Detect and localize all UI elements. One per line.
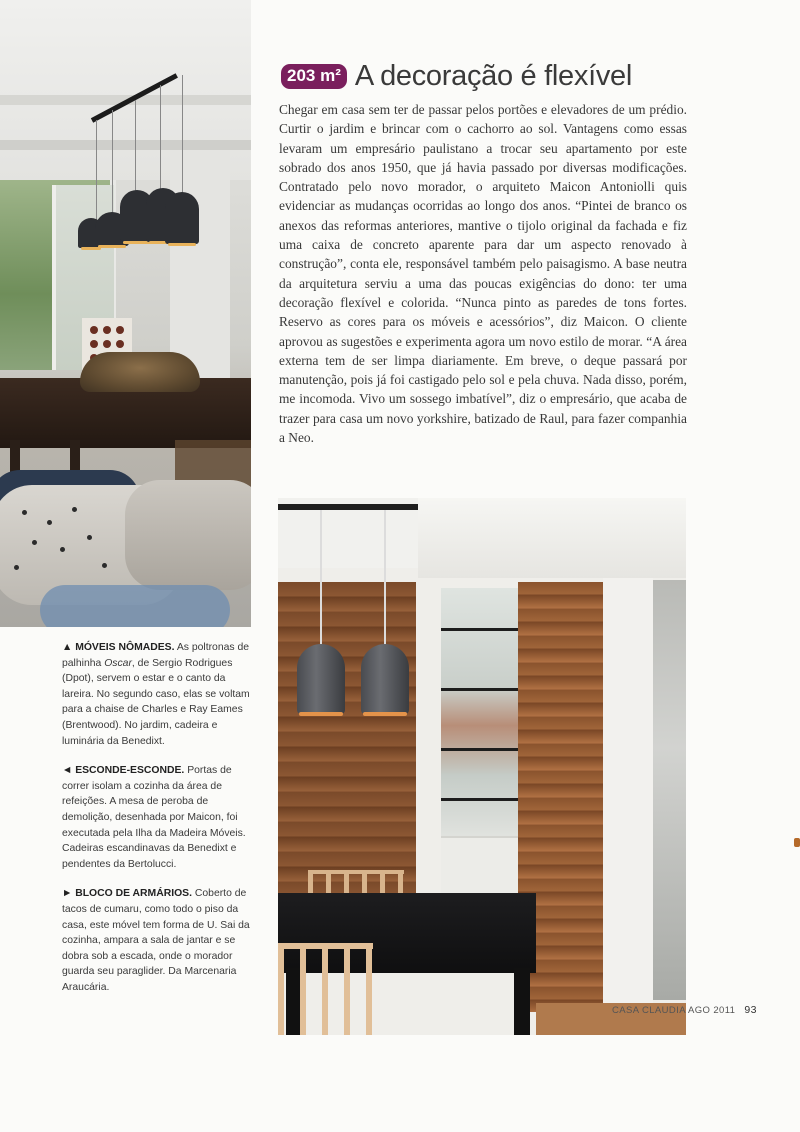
caption-arrow-left: ◄ — [62, 765, 73, 777]
pendant-lamp — [361, 644, 409, 714]
ceiling-box — [418, 498, 686, 578]
lamp-cord — [112, 110, 113, 214]
decorative-nest — [80, 352, 200, 392]
kitchen-cabinet — [441, 836, 521, 898]
caption-esconde-esconde — [62, 763, 256, 872]
magazine-name: CASA CLAUDIA — [612, 1005, 686, 1016]
caption-heading: ESCONDE-ESCONDE. — [75, 765, 185, 777]
page-edge-mark — [794, 838, 800, 847]
title-text: A decoração é flexível — [354, 60, 633, 92]
caption-heading: BLOCO DE ARMÁRIOS. — [75, 888, 192, 900]
caption-moveis-nomades — [62, 640, 256, 749]
page-number: 93 — [744, 1004, 757, 1016]
caption-bloco-de-armarios — [62, 886, 256, 995]
caption-heading: MÓVEIS NÔMADES. — [75, 642, 175, 653]
linen-cushion — [125, 480, 251, 590]
living-room-photo — [0, 0, 251, 627]
article-body — [279, 100, 687, 447]
caption-text: Coberto de tacos de cumaru, como todo o piso da casa, este móvel tem forma de U. Sai da cozinha, ampara a sala de jantar e se dobra sob a escada, onde o morador guarda seu paraglider. Da Marcenaria Araucária. — [62, 888, 250, 993]
pendant-lamp — [297, 644, 345, 714]
caption-italic: Oscar — [104, 657, 132, 669]
body-paragraph: Chegar em casa sem ter de passar pelos portões e elevadores de um prédio. Curtir o jardim e brincar com o cachorro ao sol. Vantagens como essas levaram um empresário paulistano a trocar seu apartamento por este sobrado dos anos 1950, que já havia passado por diversas modificações. Contratado pelo novo morador, o arquiteto Maicon Antoniolli quis evidenciar as mudanças ocorridas ao longo dos anos. “Pintei de branco os anexos das reformas anteriores, mantive o tijolo original da fachada e fiz uma caixa de concreto aparente para dar um aspecto renovado à construção”, conta ele, responsável também pelo paisagismo. A base neutra da arquitetura serviu a uma das poucas exigências do dono: ter uma decoração flexível e colorida. “Nunca pinto as paredes de tons fortes. Reservo as cores para os móveis e acessórios”, diz Maicon. O cliente aprovou as sugestões e experimenta agora um novo estilo de morar. “A área externa tem de ser limpa diariamente. Em breve, o deque passará por manutenção, pois já foi castigado pelo sol e pela chuva. Nada disso, porém, me incomoda. Vivo um sossego imbatível”, diz o empresário, que acaba de trazer para casa um novo yorkshire, batizado de Raul, para fazer companhia a Neo. — [279, 102, 687, 446]
lamp-cord — [135, 100, 136, 195]
area-badge: 203 m² — [281, 64, 347, 89]
lamp-cord — [182, 75, 183, 193]
shelf — [441, 628, 521, 631]
caption-arrow-right: ► — [62, 888, 73, 900]
ceiling-beam — [0, 140, 251, 150]
shelf — [441, 798, 521, 801]
pendant-lamp — [165, 192, 199, 244]
lamp-cord — [320, 510, 322, 645]
caption-text: , de Sergio Rodrigues (Dpot), servem o estar e o canto da lareira. No segundo caso, elas se voltam para a chaise de Charles e Ray Eames (Brentwood). No jardim, cadeira e luminária da Benedixt. — [62, 657, 250, 747]
shelf — [441, 688, 521, 691]
issue-date: AGO 2011 — [687, 1005, 736, 1016]
shelf — [441, 748, 521, 751]
page-footer — [612, 1004, 757, 1016]
stone-wall — [653, 580, 686, 1000]
lamp-rail — [278, 504, 418, 510]
lamp-cord — [96, 120, 97, 220]
lamp-cord — [384, 510, 386, 645]
photo-captions — [62, 640, 256, 1009]
lamp-cord — [160, 85, 161, 190]
blue-throw — [40, 585, 230, 627]
article-title — [281, 60, 632, 93]
table-leg — [514, 968, 530, 1035]
dining-room-photo — [278, 498, 686, 1035]
caption-text: As poltronas de palhinha — [62, 642, 250, 669]
scandinavian-chair — [278, 943, 373, 1035]
caption-arrow-up: ▲ — [62, 642, 73, 653]
caption-text: Portas de correr isolam a cozinha da área de refeições. A mesa de peroba de demolição, desenhada por Maicon, foi executada pela Ilha da Madeira Móveis. Cadeiras escandinavas da Benedixt e pendentes da Bertolucci. — [62, 765, 246, 870]
white-wall — [603, 578, 653, 1035]
